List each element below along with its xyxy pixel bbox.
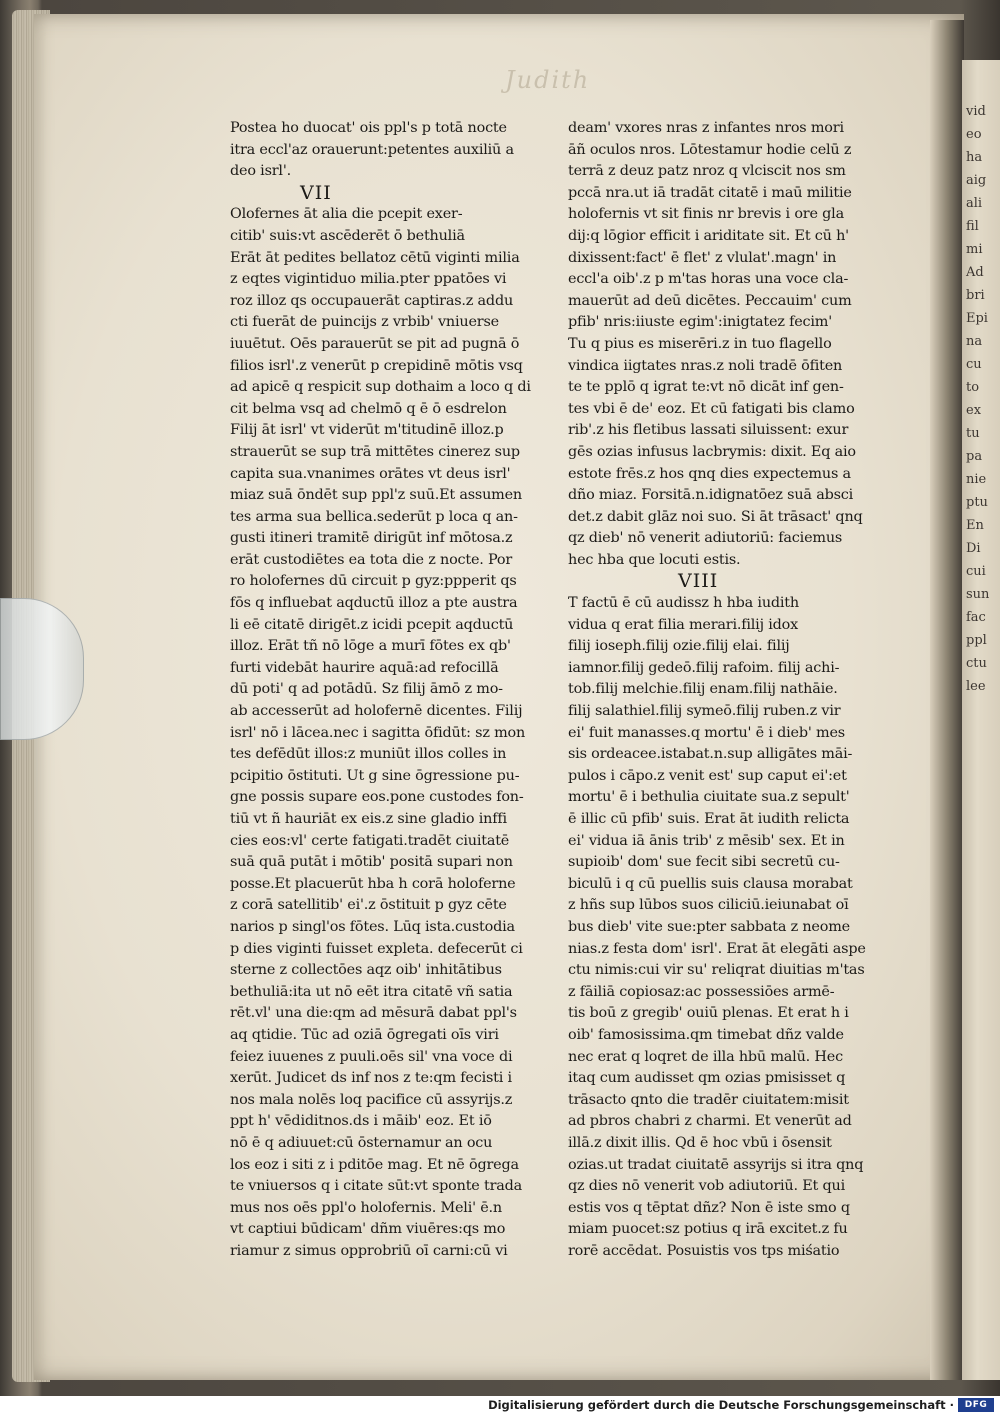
text-line: miaz suā ōndēt sup ppl'z suū.Et assumen	[230, 487, 522, 504]
text-line: dño miaz. Forsitā.n.idignatōez suā absci	[568, 487, 854, 504]
text-line: filij ioseph.filij ozie.filij elai. filij	[568, 638, 790, 655]
text-line: gne possis supare eos.pone custodes fon-	[230, 789, 524, 806]
text-line: trāsacto qnto die tradēr ciuitatem:misit	[568, 1091, 849, 1108]
text-line: z fāiliā copiosaz:ac possessiōes armē-	[568, 983, 835, 1000]
text-line: cti fuerāt de puincijs z vrbib' vniuerse	[230, 314, 499, 331]
facing-page-fragment: ptu	[966, 495, 988, 510]
text-line: rēt.vl' una die:qm ad mēsurā dabat ppl's	[230, 1005, 517, 1022]
text-line: mauerūt ad deū dicētes. Peccauim' cum	[568, 292, 852, 309]
text-line: dixissent:fact' ē flet' z vlulat'.magn' in	[568, 249, 837, 266]
text-line: tiū vt ñ hauriāt ex eis.z sine gladio inffi	[230, 811, 507, 827]
text-line: gusti itineri tramitē dirigūt inf mōtosa.z	[230, 530, 513, 547]
text-line: cies eos:vl' certe fatigati.tradēt ciuitatē	[230, 832, 510, 849]
facing-page-fragment: ex	[966, 403, 982, 418]
facing-page-text	[966, 100, 989, 698]
text-line: capita sua.vnanimes orātes vt deus isrl'	[230, 465, 511, 482]
text-line: dij:q lōgior efficit i ariditate sit. Et cū h'	[568, 227, 849, 244]
facing-page-fragment: nie	[966, 472, 987, 487]
text-line: nec erat q loqret de illa hbū malū. Hec	[568, 1048, 843, 1065]
text-line: qz dieb' nō venerit adiutoriū: faciemus	[568, 530, 843, 547]
facing-page-fragment: Di	[966, 541, 981, 556]
text-line: erāt custodiētes ea tota die z nocte. Por	[230, 551, 513, 568]
facing-page-fragment: Epi	[966, 311, 988, 326]
text-line: deam' vxores nras z infantes nros mori	[568, 120, 844, 136]
text-line: z eqtes vigintiduo milia.pter ppatōes vi	[230, 271, 507, 288]
text-line: holofernis vt sit finis nr brevis i ore gla	[568, 206, 844, 223]
text-line: terrā z deuz patz nroz q vlciscit nos sm	[568, 163, 846, 180]
text-line: Postea ho duocat' ois ppl's p totā nocte	[230, 120, 507, 136]
text-line: roz illoz qs occupauerāt captiras.z addu	[230, 292, 514, 309]
text-line: ē illic cū pfib' suis. Erat āt iudith relicta	[568, 811, 850, 827]
text-line: ei' vidua iā ānis trib' z mēsib' sex. Et in	[568, 832, 845, 849]
text-line: mus nos oēs ppl'o holofernis. Meli' ē.n	[230, 1199, 502, 1216]
facing-page-fragment: pa	[966, 449, 983, 464]
dfg-logo: DFG	[958, 1398, 994, 1412]
text-line: filij salathiel.filij symeō.filij ruben.z vir	[568, 703, 841, 720]
text-line: suā quā putāt i mōtib' positā supari non	[230, 854, 513, 871]
text-line: det.z dabit glāz noi suo. Si āt trāsact' qnq	[568, 508, 863, 525]
text-line: xerūt. Judicet ds inf nos z te:qm fecisti i	[230, 1070, 512, 1087]
text-line: eccl'a oib'.z p m'tas horas una voce cla-	[568, 271, 849, 288]
text-line: posse.Et placuerūt hba h corā holoferne	[230, 875, 516, 892]
facing-page-fragment: lee	[966, 679, 986, 694]
text-line: li eē citatē dirigēt.z icidi pcepit aqductū	[230, 616, 514, 633]
facing-page-fragment: na	[966, 334, 983, 349]
text-line: ro holofernes dū circuit p gyz:ppperit qs	[230, 573, 517, 590]
text-line: illoz. Erāt tñ nō lōge a murī fōtes ex qb'	[230, 638, 511, 655]
text-line: fōs q influebat aqductū illoz a pte austra	[230, 595, 518, 612]
text-line: ppt h' vēdiditnos.ds i māib' eoz. Et iō	[230, 1113, 492, 1130]
text-line: vt captiui būdicam' dñm viuēres:qs mo	[230, 1221, 506, 1238]
text-line: pfib' nris:iiuste egim':inigtatez fecim'	[568, 314, 832, 331]
text-line: furti videbāt haurire aquā:ad refocillā	[230, 659, 499, 676]
text-line: strauerūt se sup trā mittētes cinerez sup	[230, 443, 520, 460]
facing-page-fragment: En	[966, 518, 984, 533]
text-line: oib' famosissima.qm timebat dñz valde	[568, 1026, 844, 1043]
text-line: itra eccl'az orauerunt:petentes auxiliū a	[230, 141, 514, 158]
text-line: p dies viginti fuisset expleta. defecerūt ci	[230, 940, 523, 957]
facing-page-fragment: fil	[966, 219, 979, 234]
running-head: Judith	[505, 66, 591, 94]
facing-page-fragment: to	[966, 380, 980, 395]
text-line: ei' fuit manasses.q mortu' ē i dieb' mes	[568, 724, 845, 741]
facing-page-fragment: bri	[966, 288, 985, 303]
facing-page-fragment: eo	[966, 127, 982, 142]
facing-page-fragment: vid	[966, 104, 986, 119]
text-line: T factū ē cū audissz h hba iudith	[568, 595, 799, 612]
text-line: hec hba que locuti estis.	[568, 551, 741, 568]
text-line: tob.filij melchie.filij enam.filij nathāie.	[568, 681, 838, 698]
text-line: cit belma vsq ad chelmō q ē ō esdrelon	[230, 400, 507, 417]
text-line: estote frēs.z hos qnq dies expectemus a	[568, 465, 851, 482]
text-line: ad apicē q respicit sup dothaim a loco q di	[230, 379, 531, 396]
text-line: isrl' nō i lācea.nec i sagitta ōfidūt: sz mon	[230, 724, 526, 741]
text-line: gēs ozias infusus lacbrymis: dixit. Eq aio	[568, 443, 856, 460]
text-line: mortu' ē i bethulia ciuitate sua.z sepult'	[568, 789, 850, 806]
facing-page-fragment: tu	[966, 426, 980, 441]
text-line: Erāt āt pedites bellatoz cētū viginti milia	[230, 249, 520, 266]
text-line: tes defēdūt illos:z muniūt illos colles in	[230, 746, 507, 763]
text-line: estis vos q tēptat dñz? Non ē iste smo q	[568, 1199, 850, 1216]
text-line: deo isrl'.	[230, 163, 291, 180]
facing-page-fragment: sun	[966, 587, 990, 602]
text-line: pccā nra.ut iā tradāt citatē i maū militie	[568, 184, 852, 201]
text-line: Tu q pius es miserēri.z in tuo flagello	[568, 335, 832, 352]
text-line: narios p singl'os fōtes. Lūq ista.custodia	[230, 918, 515, 935]
text-line: itaq cum audisset qm ozias pmisisset q	[568, 1070, 846, 1087]
text-line: rorē accēdat. Posuistis vos tps miśatio	[568, 1242, 840, 1259]
text-line: dū poti' q ad potādū. Sz filij āmō z mo-	[230, 681, 503, 698]
text-line: te vniuersos q i citate sūt:vt sponte trada	[230, 1178, 523, 1195]
text-line: citib' suis:vt ascēderēt ō bethuliā	[230, 227, 465, 244]
text-line: ad pbros chabri z charmi. Et venerūt ad	[568, 1113, 852, 1130]
text-line: te te pplō q igrat te:vt nō dicāt inf gen-	[568, 379, 844, 396]
text-line: qz dies nō venerit vob adiutoriū. Et qui	[568, 1178, 845, 1195]
right-column	[568, 118, 888, 1262]
facing-page-fragment: fac	[966, 610, 986, 625]
text-line: tis boū z gregib' ouiū plenas. Et erat h i	[568, 1005, 849, 1022]
text-line: illā.z dixit illis. Qd ē hoc vbū i ōsensit	[568, 1134, 832, 1151]
text-line: tes vbi ē de' eoz. Et cū fatigati bis clamo	[568, 400, 855, 417]
text-line: bethuliā:ita ut nō eēt itra citatē vñ satia	[230, 983, 513, 1000]
text-line: ab accesserūt ad holofernē dicentes. Filij	[230, 703, 523, 720]
text-line: tes arma sua bellica.sederūt p loca q an-	[230, 508, 518, 525]
book-gutter	[930, 20, 964, 1380]
facing-page-fragment: cu	[966, 357, 982, 372]
facing-page-fragment: ctu	[966, 656, 987, 671]
text-line: ctu nimis:cui vir su' reliqrat diuitias m'tas	[568, 962, 865, 979]
text-line: los eoz i siti z i pditōe mag. Et nē ōgrega	[230, 1156, 519, 1173]
text-line: nō ē q adiuuet:cū ōsternamur an ocu	[230, 1134, 493, 1151]
text-line: rib'.z his fletibus lassati siluissent: exur	[568, 422, 849, 439]
text-line: supioib' dom' sue fecit sibi secretū cu-	[568, 854, 840, 871]
text-line: iuuētut. Oēs parauerūt se pit ad pugnā ō	[230, 335, 520, 352]
text-line: z corā satellitib' ei'.z ōstituit p gyz cēte	[230, 897, 507, 914]
footer-bar	[0, 1396, 1000, 1416]
text-line: pulos i cāpo.z venit est' sup caput ei':et	[568, 767, 847, 784]
text-line: sterne z collectōes aqz oib' inhitātibus	[230, 962, 502, 979]
chapter-heading: VIII	[678, 570, 719, 593]
facing-page-fragment: ppl	[966, 633, 987, 648]
facing-page-edge	[962, 60, 1000, 1380]
facing-page-fragment: Ad	[966, 265, 984, 280]
chapter-heading: VII	[300, 181, 332, 204]
text-line: ozias.ut tradat ciuitatē assyrijs si itra qnq	[568, 1156, 864, 1173]
text-line: biculū i q cū puellis suis clausa morabat	[568, 875, 853, 892]
text-line: aq qtidie. Tūc ad oziā ōgregati oīs viri	[230, 1026, 499, 1043]
facing-page-fragment: ali	[966, 196, 983, 211]
facing-page-fragment: ha	[966, 150, 983, 165]
text-line: āñ oculos nros. Lōtestamur hodie celū z	[568, 141, 852, 158]
text-line: sis ordeacee.istabat.n.sup alligātes māi-	[568, 746, 853, 763]
left-column	[230, 118, 550, 1262]
facing-page-fragment: cui	[966, 564, 986, 579]
text-line: miam puocet:sz potius q irā excitet.z fu	[568, 1221, 848, 1238]
text-line: bus dieb' vite sue:pter sabbata z neome	[568, 918, 850, 935]
text-line: vidua q erat filia merari.filij idox	[568, 616, 799, 633]
text-line: vindica iigtates nras.z noli tradē ōfiten	[568, 357, 843, 374]
text-line: iamnor.filij gedeō.filij rafoim. filij achi-	[568, 659, 840, 676]
text-line: nos mala nolēs loq pacifice cū assyrijs.z	[230, 1091, 513, 1108]
text-line: nias.z festa dom' isrl'. Erat āt elegāti aspe	[568, 940, 866, 957]
text-line: Filij āt isrl' vt viderūt m'titudinē illoz.p	[230, 422, 504, 439]
text-line: z hñs sup lūbos suos ciliciū.ieiunabat oī	[568, 897, 849, 914]
text-line: pcipitio ōstituti. Ut g sine ōgressione pu-	[230, 767, 520, 784]
text-line: feiez iuuenes z puuli.oēs sil' vna voce di	[230, 1048, 513, 1065]
text-line: riamur z simus opprobriū oī carni:cū vi	[230, 1242, 508, 1259]
text-line: filios isrl'.z venerūt p crepidinē mōtis vsq	[230, 357, 523, 374]
text-line: Olofernes āt alia die pcepit exer-	[230, 206, 463, 223]
funding-credit: Digitalisierung gefördert durch die Deutsche Forschungsgemeinschaft ·	[488, 1398, 954, 1412]
facing-page-fragment: mi	[966, 242, 983, 257]
facing-page-fragment: aig	[966, 173, 987, 188]
